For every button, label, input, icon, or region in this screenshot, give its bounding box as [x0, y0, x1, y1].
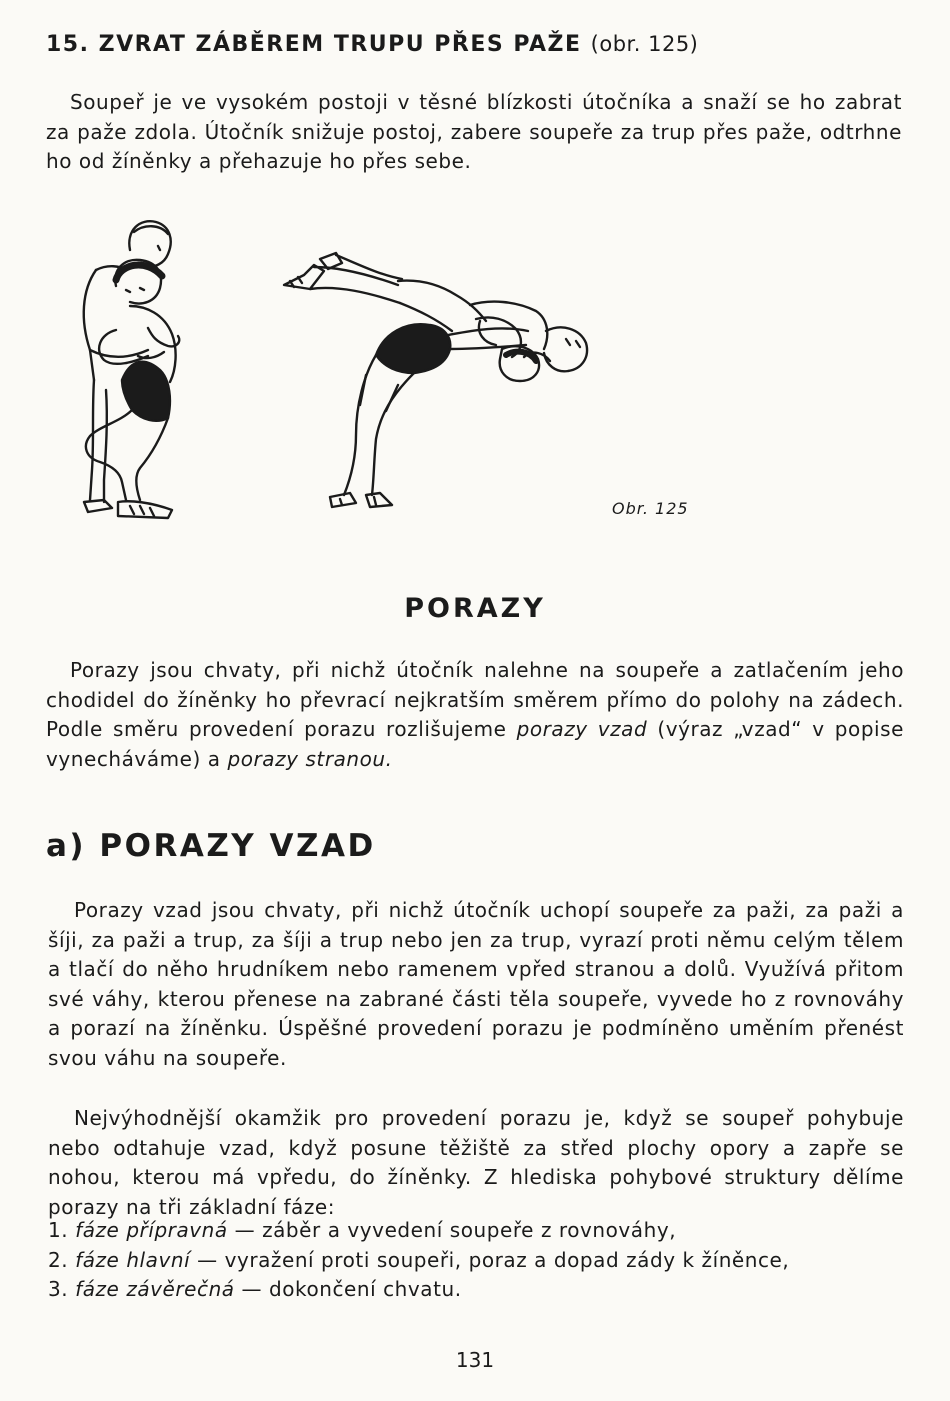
list-item: [48, 1216, 908, 1246]
porazy-vzad-heading: a) PORAZY VZAD: [46, 828, 376, 864]
figure-reference: (obr. 125): [590, 32, 699, 56]
porazy-text: Porazy jsou chvaty, při nichž útočník nalehne na soupeře a zatlačením jeho chodidel do žíněnky ho převrací nejkratším směrem přímo do polohy na zádech. Podle směru provedení porazu rozlišujeme: [46, 658, 904, 741]
list-text: — vyražení proti soupeři, poraz a dopad zády k žíněnce,: [197, 1247, 790, 1272]
list-number: 2.: [48, 1247, 69, 1272]
list-term: fáze závěrečná: [75, 1277, 235, 1301]
wrestlers-throw-illustration: [280, 245, 610, 520]
porazy-emphasis-2: porazy stranou.: [227, 746, 393, 771]
vzad-paragraph-1: Porazy vzad jsou chvaty, při nichž útočník uchopí soupeře za paži, za paži a šíji, za paži a trup, za šíji a trup nebo jen za trup, vyrazí proti němu celým tělem a tlačí do něho hrudníkem nebo ramenem vpřed stranou a dolů. Využívá přitom své váhy, kterou přenese na zabrané části těla soupeře, vyvede ho z rovnováhy a porazí na žíněnku. Úspěšné provedení porazu je podmíněno uměním přenést svou váhu na soupeře.: [48, 898, 904, 1070]
list-number: 1.: [48, 1218, 69, 1242]
list-text: — záběr a vyvedení soupeře z rovnováhy,: [234, 1218, 677, 1242]
list-term: fáze přípravná: [75, 1218, 228, 1242]
vzad-paragraph-2: Nejvýhodnější okamžik pro provedení porazu je, když se soupeř pohybuje nebo odtahuje vzad, když posune těžiště za střed plochy opory a zapře se nohou, kterou má vpředu, do žíněnky. Z hlediska pohybové struktury dělíme porazy na tři základní fáze:: [48, 1106, 904, 1219]
porazy-text-mid: (výraz „vzad“ v popise vynecháváme) a: [46, 717, 904, 771]
wrestlers-clinch-illustration: [60, 210, 260, 540]
porazy-heading: PORAZY: [404, 593, 546, 624]
list-item: [48, 1246, 908, 1276]
section-title: 15. ZVRAT ZÁBĚREM TRUPU PŘES PAŽE: [46, 32, 582, 57]
porazy-paragraph: [46, 656, 904, 774]
list-term: fáze hlavní: [75, 1247, 191, 1272]
page-number: 131: [455, 1348, 495, 1372]
porazy-emphasis-1: porazy vzad: [516, 717, 648, 741]
list-text: — dokončení chvatu.: [241, 1277, 462, 1301]
section-paragraph: Soupeř je ve vysokém postoji v těsné blízkosti útočníka a snaží se ho zabrat za paže zdola. Útočník snižuje postoj, zabere soupeře za trup přes paže, odtrhne ho od žíněnky a přehazuje ho přes sebe.: [46, 90, 902, 173]
figure-caption: Obr. 125: [612, 499, 689, 518]
section-heading: [46, 32, 698, 57]
list-item: [48, 1275, 908, 1305]
phases-list: [48, 1216, 908, 1305]
list-number: 3.: [48, 1277, 69, 1301]
